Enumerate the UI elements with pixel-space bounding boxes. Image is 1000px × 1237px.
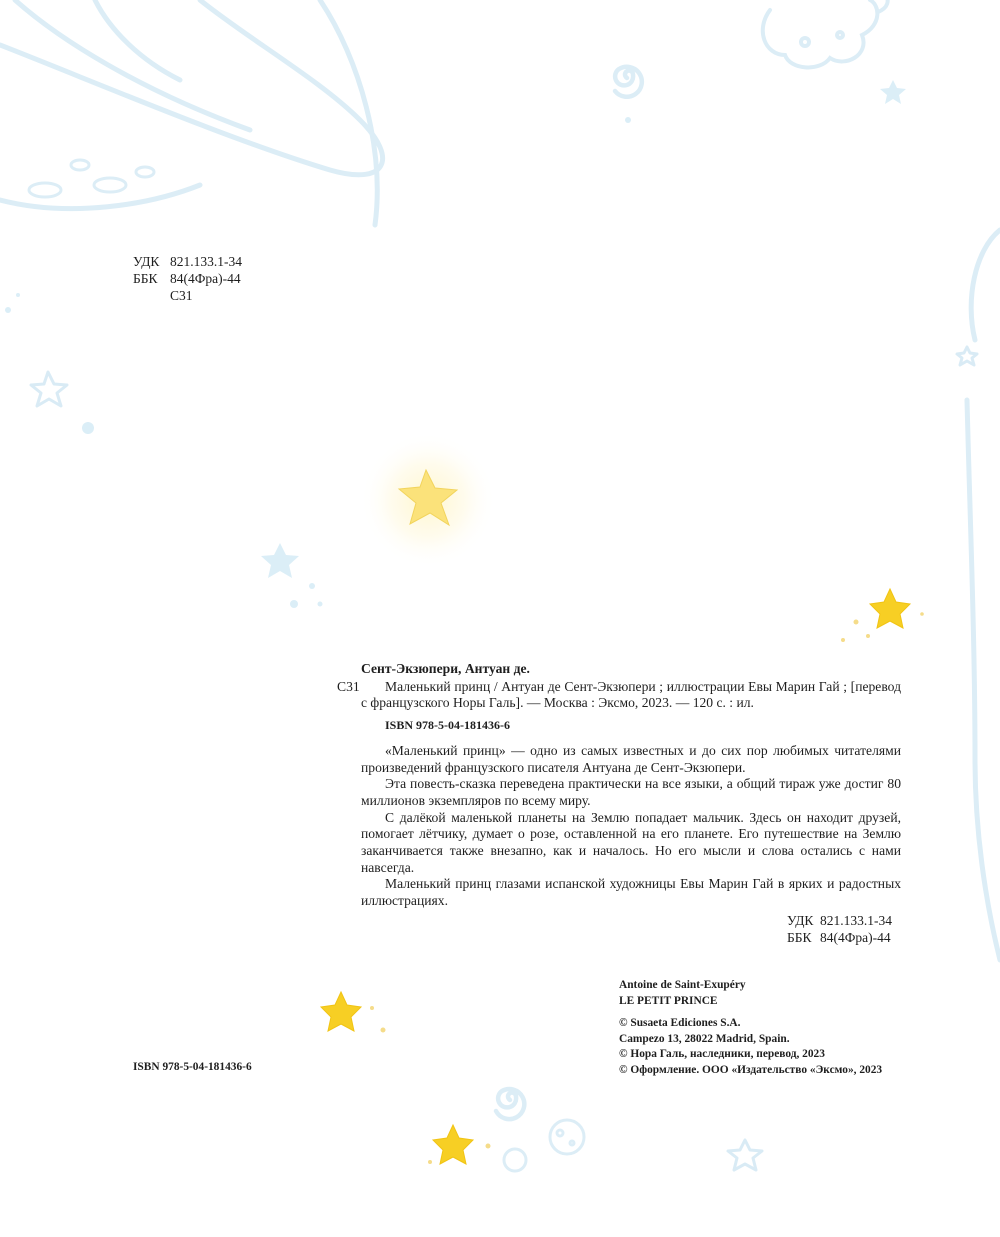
planet-ring-icon	[0, 0, 383, 225]
original-edition	[619, 978, 882, 1078]
udk-value: 821.133.1-34	[170, 254, 242, 269]
bbk-row	[787, 929, 892, 946]
spiral-icon	[496, 67, 642, 1119]
bbk-value: 84(4Фра)-44	[170, 271, 241, 286]
record-isbn: ISBN 978-5-04-181436-6	[385, 718, 510, 733]
cloud-creature-icon	[763, 0, 888, 67]
udk-value: 821.133.1-34	[820, 913, 892, 928]
annotation-paragraph: Маленький принц глазами испанской художницы Евы Марин Гай в ярких и радостных иллюстрациях.	[361, 876, 901, 909]
copyright-line: © Нора Галь, наследники, перевод, 2023	[619, 1048, 825, 1060]
author-code: С31	[170, 288, 193, 303]
spacer	[619, 1009, 882, 1016]
annotation-paragraph: Эта повесть-сказка переведена практически на все языки, а общий тираж уже достиг 80 миллионов экземпляров по всему миру.	[361, 776, 901, 808]
udk-label: УДК	[133, 254, 160, 269]
udk-row	[787, 912, 892, 929]
isbn-footer: ISBN 978-5-04-181436-6	[133, 1061, 252, 1073]
glowing-star-icon	[360, 432, 496, 568]
bbk-label: ББК	[787, 930, 812, 945]
author-code-row	[133, 287, 242, 304]
planet-craters	[29, 160, 154, 197]
classification-bottom	[787, 912, 892, 946]
classification-top	[133, 253, 242, 304]
bbk-label: ББК	[133, 271, 158, 286]
annotation	[361, 743, 901, 910]
entry-text: Маленький принц / Антуан де Сент-Экзюпери ; иллюстрации Евы Марин Гай ; [перевод с французского Норы Галь]. — Москва : Эксмо, 2023. — 120 с. : ил.	[361, 678, 901, 711]
annotation-paragraph: С далёкой маленькой планеты на Землю попадает мальчик. Здесь он находит друзей, помогает лётчику, думает о розе, оставленной на его планете. Его путешествие на Землю заканчивается также внезапно, как и началось. Но его мысли и слова остались с нами навсегда.	[361, 809, 901, 875]
catalog-entry	[337, 678, 901, 712]
moon-icon	[504, 1120, 584, 1171]
udk-row	[133, 253, 242, 270]
copyright-line: © Susaeta Ediciones S.A.	[619, 1017, 741, 1029]
original-title: LE PETIT PRINCE	[619, 994, 718, 1007]
annotation-paragraph: «Маленький принц» — одно из самых известных и до сих пор любимых читателями произведений французского писателя Антуана де Сент-Экзюпери.	[361, 742, 901, 775]
original-author: Antoine de Saint-Exupéry	[619, 979, 746, 991]
udk-label: УДК	[787, 913, 814, 928]
bibliographic-record	[337, 661, 901, 910]
author-heading: Сент-Экзюпери, Антуан де.	[361, 661, 530, 676]
swirl-icon	[967, 230, 1000, 960]
bbk-value: 84(4Фра)-44	[820, 930, 891, 945]
copyright-line: © Оформление. ООО «Издательство «Эксмо», 2023	[619, 1063, 883, 1076]
copyright-line: Campezo 13, 28022 Madrid, Spain.	[619, 1032, 790, 1045]
author-code-left: С31	[337, 678, 360, 694]
bbk-row	[133, 270, 242, 287]
